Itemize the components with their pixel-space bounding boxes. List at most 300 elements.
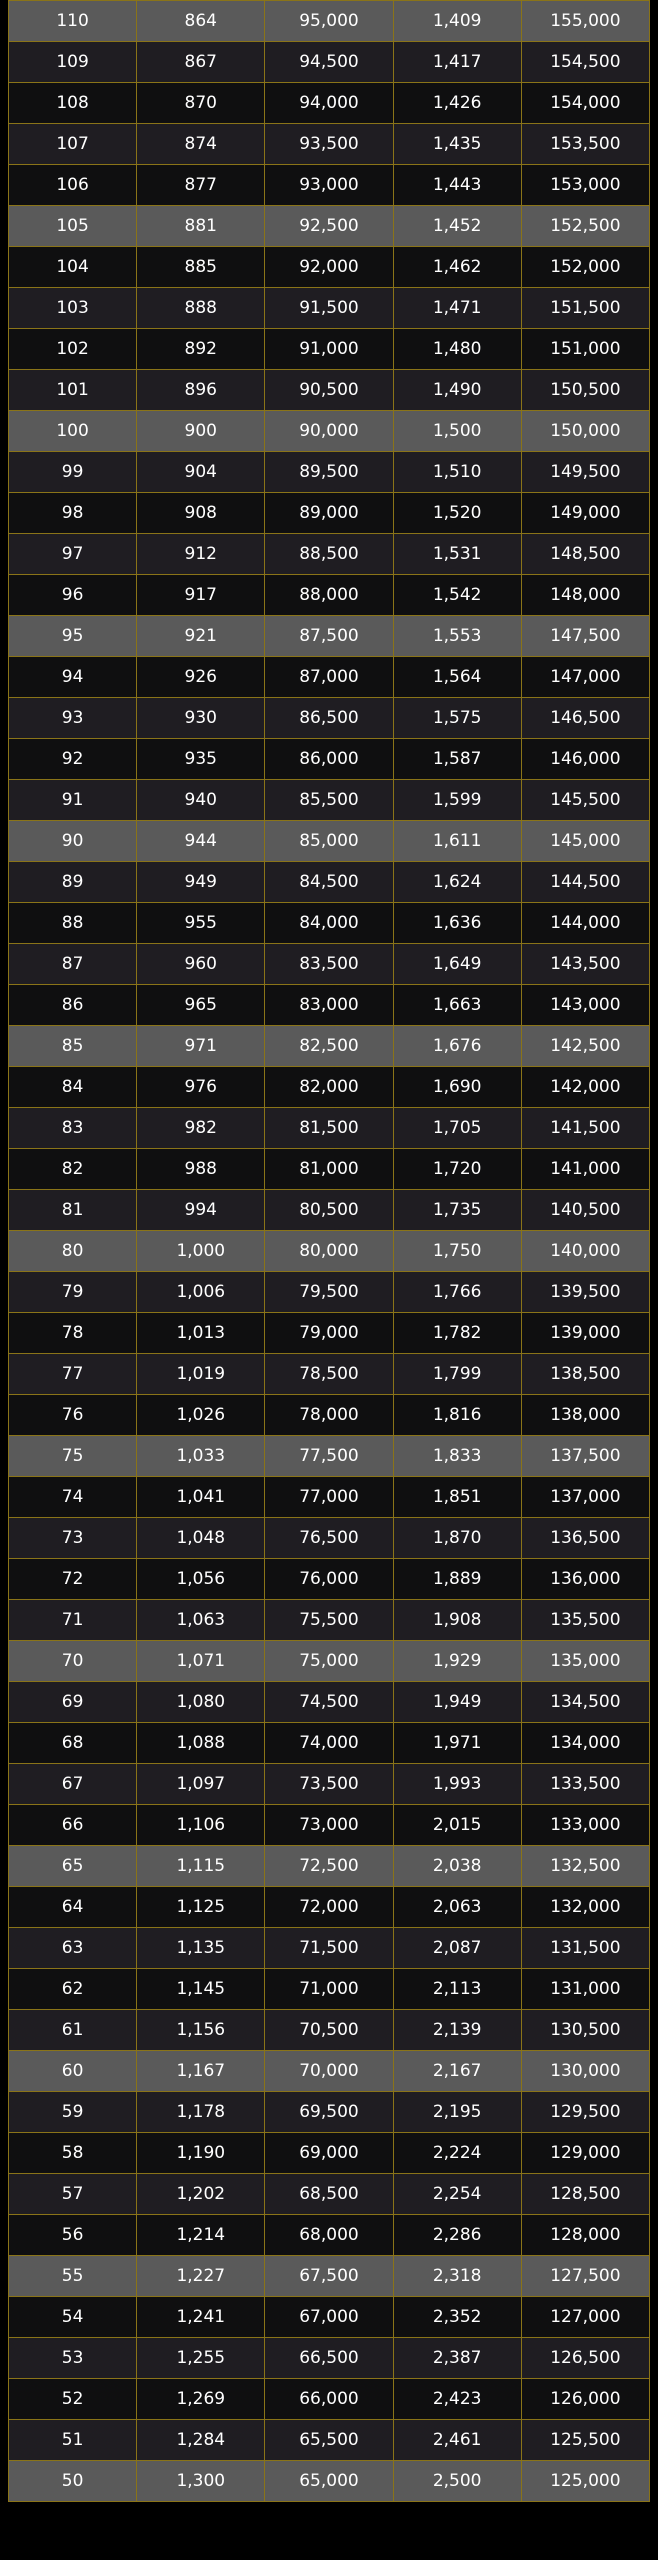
table-cell: 1,019: [137, 1354, 265, 1395]
table-cell: 137,000: [521, 1477, 649, 1518]
table-cell: 64: [9, 1887, 137, 1928]
table-row: [9, 2420, 650, 2461]
table-cell: 93,000: [265, 165, 393, 206]
table-cell: 1,766: [393, 1272, 521, 1313]
table-cell: 896: [137, 370, 265, 411]
table-row: [9, 1600, 650, 1641]
table-cell: 78: [9, 1313, 137, 1354]
table-cell: 77,000: [265, 1477, 393, 1518]
table-row: [9, 2379, 650, 2420]
table-row: [9, 411, 650, 452]
table-cell: 126,500: [521, 2338, 649, 2379]
table-cell: 2,286: [393, 2215, 521, 2256]
table-cell: 1,735: [393, 1190, 521, 1231]
table-cell: 88,500: [265, 534, 393, 575]
table-cell: 149,500: [521, 452, 649, 493]
table-row: [9, 1846, 650, 1887]
table-cell: 881: [137, 206, 265, 247]
table-cell: 988: [137, 1149, 265, 1190]
table-cell: 80,000: [265, 1231, 393, 1272]
table-cell: 93: [9, 698, 137, 739]
table-cell: 67: [9, 1764, 137, 1805]
table-row: [9, 2010, 650, 2051]
table-cell: 1,300: [137, 2461, 265, 2502]
table-cell: 1,041: [137, 1477, 265, 1518]
table-cell: 949: [137, 862, 265, 903]
table-cell: 151,500: [521, 288, 649, 329]
table-cell: 78,000: [265, 1395, 393, 1436]
table-cell: 2,113: [393, 1969, 521, 2010]
table-cell: 153,500: [521, 124, 649, 165]
table-cell: 1,587: [393, 739, 521, 780]
table-cell: 68,500: [265, 2174, 393, 2215]
table-cell: 1,542: [393, 575, 521, 616]
table-cell: 2,224: [393, 2133, 521, 2174]
table-cell: 146,000: [521, 739, 649, 780]
table-row: [9, 1313, 650, 1354]
table-row: [9, 739, 650, 780]
table-row: [9, 903, 650, 944]
table-cell: 1,575: [393, 698, 521, 739]
table-cell: 1,033: [137, 1436, 265, 1477]
table-cell: 125,500: [521, 2420, 649, 2461]
table-cell: 69: [9, 1682, 137, 1723]
table-cell: 2,015: [393, 1805, 521, 1846]
table-cell: 74,000: [265, 1723, 393, 1764]
table-cell: 926: [137, 657, 265, 698]
table-cell: 971: [137, 1026, 265, 1067]
table-cell: 2,318: [393, 2256, 521, 2297]
table-cell: 1,500: [393, 411, 521, 452]
table-cell: 126,000: [521, 2379, 649, 2420]
table-cell: 1,816: [393, 1395, 521, 1436]
table-cell: 1,462: [393, 247, 521, 288]
table-cell: 70,000: [265, 2051, 393, 2092]
table-cell: 66,000: [265, 2379, 393, 2420]
table-cell: 70,500: [265, 2010, 393, 2051]
table-cell: 66,500: [265, 2338, 393, 2379]
table-cell: 80: [9, 1231, 137, 1272]
table-row: [9, 288, 650, 329]
table-row: [9, 985, 650, 1026]
table-cell: 76,500: [265, 1518, 393, 1559]
table-cell: 85: [9, 1026, 137, 1067]
table-cell: 99: [9, 452, 137, 493]
table-cell: 1,080: [137, 1682, 265, 1723]
table-cell: 65: [9, 1846, 137, 1887]
table-row: [9, 1805, 650, 1846]
table-cell: 76,000: [265, 1559, 393, 1600]
table-row: [9, 1928, 650, 1969]
table-cell: 150,000: [521, 411, 649, 452]
table-cell: 1,071: [137, 1641, 265, 1682]
table-cell: 55: [9, 2256, 137, 2297]
table-row: [9, 2461, 650, 2502]
table-cell: 1,929: [393, 1641, 521, 1682]
table-row: [9, 1559, 650, 1600]
table-cell: 95: [9, 616, 137, 657]
table-cell: 147,000: [521, 657, 649, 698]
table-cell: 94: [9, 657, 137, 698]
table-row: [9, 2051, 650, 2092]
table-cell: 1,000: [137, 1231, 265, 1272]
table-cell: 83,000: [265, 985, 393, 1026]
table-cell: 89,500: [265, 452, 393, 493]
table-row: [9, 42, 650, 83]
table-cell: 1,214: [137, 2215, 265, 2256]
table-cell: 1,531: [393, 534, 521, 575]
table-cell: 60: [9, 2051, 137, 2092]
table-cell: 65,000: [265, 2461, 393, 2502]
table-cell: 142,000: [521, 1067, 649, 1108]
table-cell: 1,750: [393, 1231, 521, 1272]
table-cell: 139,500: [521, 1272, 649, 1313]
table-cell: 955: [137, 903, 265, 944]
table-cell: 1,564: [393, 657, 521, 698]
table-cell: 134,500: [521, 1682, 649, 1723]
table-cell: 141,500: [521, 1108, 649, 1149]
table-cell: 1,490: [393, 370, 521, 411]
table-cell: 77: [9, 1354, 137, 1395]
table-cell: 86,000: [265, 739, 393, 780]
table-row: [9, 1231, 650, 1272]
table-cell: 1,190: [137, 2133, 265, 2174]
table-cell: 1,649: [393, 944, 521, 985]
table-cell: 76: [9, 1395, 137, 1436]
table-cell: 128,000: [521, 2215, 649, 2256]
table-cell: 1,426: [393, 83, 521, 124]
table-cell: 1,097: [137, 1764, 265, 1805]
table-cell: 921: [137, 616, 265, 657]
table-cell: 935: [137, 739, 265, 780]
table-cell: 136,000: [521, 1559, 649, 1600]
table-cell: 78,500: [265, 1354, 393, 1395]
table-cell: 70: [9, 1641, 137, 1682]
table-cell: 101: [9, 370, 137, 411]
table-cell: 129,000: [521, 2133, 649, 2174]
table-cell: 2,254: [393, 2174, 521, 2215]
table-cell: 1,833: [393, 1436, 521, 1477]
table-cell: 930: [137, 698, 265, 739]
table-row: [9, 1518, 650, 1559]
table-cell: 72: [9, 1559, 137, 1600]
table-cell: 1,284: [137, 2420, 265, 2461]
table-cell: 1,480: [393, 329, 521, 370]
table-cell: 84: [9, 1067, 137, 1108]
table-cell: 1,088: [137, 1723, 265, 1764]
table-cell: 917: [137, 575, 265, 616]
table-cell: 91,000: [265, 329, 393, 370]
table-row: [9, 1, 650, 42]
table-cell: 2,063: [393, 1887, 521, 1928]
table-cell: 140,000: [521, 1231, 649, 1272]
table-cell: 1,624: [393, 862, 521, 903]
table-cell: 91: [9, 780, 137, 821]
table-row: [9, 862, 650, 903]
table-cell: 1,269: [137, 2379, 265, 2420]
data-table-body: [9, 1, 650, 2502]
table-cell: 143,000: [521, 985, 649, 1026]
table-cell: 74: [9, 1477, 137, 1518]
table-cell: 2,461: [393, 2420, 521, 2461]
table-cell: 88: [9, 903, 137, 944]
table-cell: 982: [137, 1108, 265, 1149]
table-cell: 85,500: [265, 780, 393, 821]
table-cell: 127,000: [521, 2297, 649, 2338]
table-cell: 1,026: [137, 1395, 265, 1436]
table-cell: 1,409: [393, 1, 521, 42]
table-cell: 870: [137, 83, 265, 124]
table-cell: 900: [137, 411, 265, 452]
table-cell: 94,500: [265, 42, 393, 83]
table-cell: 88,000: [265, 575, 393, 616]
table-cell: 1,520: [393, 493, 521, 534]
table-cell: 908: [137, 493, 265, 534]
table-row: [9, 1149, 650, 1190]
table-cell: 135,000: [521, 1641, 649, 1682]
table-cell: 1,227: [137, 2256, 265, 2297]
table-cell: 1,993: [393, 1764, 521, 1805]
table-row: [9, 2256, 650, 2297]
table-cell: 65,500: [265, 2420, 393, 2461]
table-cell: 1,889: [393, 1559, 521, 1600]
table-cell: 50: [9, 2461, 137, 2502]
table-row: [9, 616, 650, 657]
table-cell: 127,500: [521, 2256, 649, 2297]
table-cell: 965: [137, 985, 265, 1026]
table-cell: 71: [9, 1600, 137, 1641]
table-row: [9, 452, 650, 493]
table-cell: 81,000: [265, 1149, 393, 1190]
table-cell: 79: [9, 1272, 137, 1313]
table-cell: 56: [9, 2215, 137, 2256]
table-cell: 75,500: [265, 1600, 393, 1641]
table-cell: 54: [9, 2297, 137, 2338]
table-row: [9, 1723, 650, 1764]
table-cell: 944: [137, 821, 265, 862]
table-cell: 1,443: [393, 165, 521, 206]
table-cell: 1,063: [137, 1600, 265, 1641]
table-cell: 80,500: [265, 1190, 393, 1231]
data-table-container: [8, 0, 650, 2502]
table-cell: 135,500: [521, 1600, 649, 1641]
table-row: [9, 1067, 650, 1108]
table-cell: 83: [9, 1108, 137, 1149]
table-cell: 960: [137, 944, 265, 985]
table-cell: 129,500: [521, 2092, 649, 2133]
table-cell: 136,500: [521, 1518, 649, 1559]
table-cell: 1,417: [393, 42, 521, 83]
table-cell: 1,145: [137, 1969, 265, 2010]
table-cell: 994: [137, 1190, 265, 1231]
table-row: [9, 1190, 650, 1231]
table-cell: 94,000: [265, 83, 393, 124]
table-cell: 1,611: [393, 821, 521, 862]
table-cell: 130,000: [521, 2051, 649, 2092]
data-table: [8, 0, 650, 2502]
table-row: [9, 1477, 650, 1518]
table-cell: 1,599: [393, 780, 521, 821]
table-cell: 1,663: [393, 985, 521, 1026]
table-cell: 139,000: [521, 1313, 649, 1354]
table-cell: 143,500: [521, 944, 649, 985]
table-cell: 138,500: [521, 1354, 649, 1395]
table-cell: 1,676: [393, 1026, 521, 1067]
table-cell: 51: [9, 2420, 137, 2461]
table-row: [9, 2338, 650, 2379]
table-cell: 109: [9, 42, 137, 83]
table-cell: 91,500: [265, 288, 393, 329]
table-cell: 79,500: [265, 1272, 393, 1313]
table-cell: 1,178: [137, 2092, 265, 2133]
table-cell: 1,106: [137, 1805, 265, 1846]
table-cell: 86,500: [265, 698, 393, 739]
table-cell: 100: [9, 411, 137, 452]
table-cell: 145,000: [521, 821, 649, 862]
table-cell: 976: [137, 1067, 265, 1108]
table-row: [9, 575, 650, 616]
table-cell: 1,255: [137, 2338, 265, 2379]
table-cell: 1,705: [393, 1108, 521, 1149]
table-cell: 98: [9, 493, 137, 534]
table-cell: 138,000: [521, 1395, 649, 1436]
table-row: [9, 1395, 650, 1436]
table-row: [9, 247, 650, 288]
table-cell: 132,500: [521, 1846, 649, 1887]
table-cell: 1,013: [137, 1313, 265, 1354]
table-cell: 1,720: [393, 1149, 521, 1190]
table-cell: 2,500: [393, 2461, 521, 2502]
table-row: [9, 1272, 650, 1313]
table-cell: 1,471: [393, 288, 521, 329]
table-cell: 912: [137, 534, 265, 575]
table-cell: 90,500: [265, 370, 393, 411]
table-cell: 1,006: [137, 1272, 265, 1313]
table-cell: 69,000: [265, 2133, 393, 2174]
table-cell: 1,870: [393, 1518, 521, 1559]
table-cell: 74,500: [265, 1682, 393, 1723]
table-row: [9, 2215, 650, 2256]
table-cell: 153,000: [521, 165, 649, 206]
table-row: [9, 2092, 650, 2133]
table-cell: 131,500: [521, 1928, 649, 1969]
table-row: [9, 206, 650, 247]
table-cell: 142,500: [521, 1026, 649, 1067]
table-cell: 92: [9, 739, 137, 780]
table-cell: 146,500: [521, 698, 649, 739]
table-cell: 82: [9, 1149, 137, 1190]
table-cell: 1,799: [393, 1354, 521, 1395]
table-row: [9, 1436, 650, 1477]
table-cell: 87,500: [265, 616, 393, 657]
table-row: [9, 329, 650, 370]
table-cell: 1,452: [393, 206, 521, 247]
table-cell: 87,000: [265, 657, 393, 698]
table-cell: 92,000: [265, 247, 393, 288]
table-cell: 90,000: [265, 411, 393, 452]
table-cell: 71,000: [265, 1969, 393, 2010]
table-cell: 81: [9, 1190, 137, 1231]
table-cell: 96: [9, 575, 137, 616]
table-cell: 155,000: [521, 1, 649, 42]
table-cell: 82,500: [265, 1026, 393, 1067]
table-cell: 125,000: [521, 2461, 649, 2502]
table-cell: 2,139: [393, 2010, 521, 2051]
table-cell: 110: [9, 1, 137, 42]
table-cell: 2,087: [393, 1928, 521, 1969]
table-cell: 1,156: [137, 2010, 265, 2051]
table-cell: 2,195: [393, 2092, 521, 2133]
table-cell: 1,056: [137, 1559, 265, 1600]
table-row: [9, 698, 650, 739]
table-cell: 150,500: [521, 370, 649, 411]
table-cell: 152,000: [521, 247, 649, 288]
table-row: [9, 165, 650, 206]
table-cell: 152,500: [521, 206, 649, 247]
table-cell: 140,500: [521, 1190, 649, 1231]
table-cell: 145,500: [521, 780, 649, 821]
table-cell: 128,500: [521, 2174, 649, 2215]
table-row: [9, 2174, 650, 2215]
table-cell: 73: [9, 1518, 137, 1559]
table-cell: 79,000: [265, 1313, 393, 1354]
table-cell: 104: [9, 247, 137, 288]
table-cell: 87: [9, 944, 137, 985]
table-cell: 147,500: [521, 616, 649, 657]
table-row: [9, 657, 650, 698]
table-cell: 1,435: [393, 124, 521, 165]
table-cell: 95,000: [265, 1, 393, 42]
table-cell: 53: [9, 2338, 137, 2379]
table-cell: 72,000: [265, 1887, 393, 1928]
table-cell: 144,000: [521, 903, 649, 944]
table-cell: 144,500: [521, 862, 649, 903]
table-row: [9, 944, 650, 985]
table-cell: 86: [9, 985, 137, 1026]
table-cell: 877: [137, 165, 265, 206]
table-cell: 97: [9, 534, 137, 575]
table-cell: 102: [9, 329, 137, 370]
table-cell: 68: [9, 1723, 137, 1764]
table-cell: 1,782: [393, 1313, 521, 1354]
table-row: [9, 1026, 650, 1067]
table-row: [9, 1682, 650, 1723]
table-cell: 77,500: [265, 1436, 393, 1477]
table-cell: 75,000: [265, 1641, 393, 1682]
table-cell: 2,423: [393, 2379, 521, 2420]
table-cell: 81,500: [265, 1108, 393, 1149]
table-cell: 89: [9, 862, 137, 903]
table-cell: 132,000: [521, 1887, 649, 1928]
table-row: [9, 1887, 650, 1928]
table-cell: 62: [9, 1969, 137, 2010]
table-row: [9, 2133, 650, 2174]
table-cell: 73,500: [265, 1764, 393, 1805]
table-cell: 1,690: [393, 1067, 521, 1108]
table-cell: 1,851: [393, 1477, 521, 1518]
table-cell: 83,500: [265, 944, 393, 985]
table-cell: 148,000: [521, 575, 649, 616]
table-cell: 52: [9, 2379, 137, 2420]
table-cell: 2,387: [393, 2338, 521, 2379]
table-cell: 888: [137, 288, 265, 329]
table-row: [9, 780, 650, 821]
table-cell: 134,000: [521, 1723, 649, 1764]
table-cell: 133,500: [521, 1764, 649, 1805]
table-cell: 59: [9, 2092, 137, 2133]
table-row: [9, 2297, 650, 2338]
table-cell: 92,500: [265, 206, 393, 247]
